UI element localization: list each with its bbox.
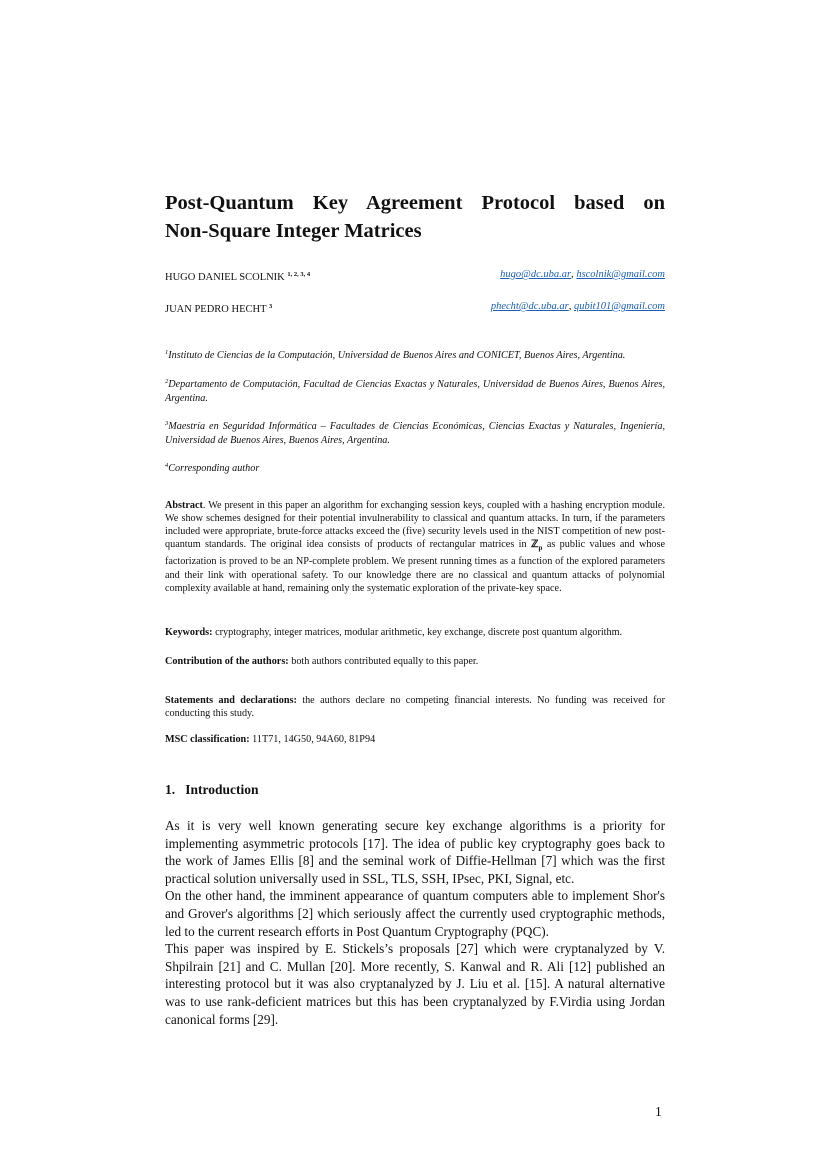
author-name: JUAN PEDRO HECHT $^3$ xyxy=(165,303,273,315)
introduction-body xyxy=(165,817,665,1028)
title-line-2: Non-Square Integer Matrices xyxy=(165,220,422,242)
author-affiliation-sup: 1, 2, 3, 4 xyxy=(287,271,311,278)
author-row-2 xyxy=(165,300,665,317)
paragraph: This paper was inspired by E. Stickels’s proposals [27] which were cryptanalyzed by V. Shpilrain [21] and C. Mullan [20]. More recently, S. Kanwal and R. Ali [12] published an interesting protocol but it was also cryptanalyzed by J. Liu et al. [15]. A natural alternative was to use rank-deficient matrices but this has been cryptanalyzed by F.Virdia using Jordan canonical forms [29]. xyxy=(165,941,665,1027)
math-symbol: ℤ xyxy=(530,539,539,551)
contribution: Contribution of the authors: both authors contributed equally to this paper. xyxy=(165,656,479,667)
paper-title xyxy=(165,189,665,245)
author-name: HUGO DANIEL SCOLNIK $^{1, 2, 3, 4}$ xyxy=(165,271,311,283)
keywords: Keywords: cryptography, integer matrices, modular arithmetic, key exchange, discrete post quantum algorithm. xyxy=(165,627,623,638)
statements-label: Statements and declarations: xyxy=(165,695,297,706)
email-link[interactable]: hscolnik@gmail.com xyxy=(576,269,665,280)
author-emails: hugo@dc.uba.ar, hscolnik@gmail.com xyxy=(500,269,665,280)
affiliation-4: $^4$Corresponding author xyxy=(165,462,260,474)
paragraph: On the other hand, the imminent appearance of quantum computers able to implement Shor's and Grover's algorithms [2] which seriously affect the currently used cryptographic methods, led to the current research efforts in Post Quantum Cryptography (PQC). xyxy=(165,888,665,939)
affiliation-3: $^3$Maestría en Seguridad Informática – Facultades de Ciencias Económicas, Ciencias Exactas y Naturales, Ingeniería, Universidad de Buenos Aires, Buenos Aires, Argentina. xyxy=(165,420,665,446)
email-link[interactable]: qubit101@gmail.com xyxy=(573,301,665,312)
affiliation-1: $^1$Instituto de Ciencias de la Computación, Universidad de Buenos Aires and CONICET, Buenos Aires, Argentina. xyxy=(165,349,626,361)
statements: Statements and declarations: the authors declare no competing financial interests. No funding was received for conducting this study. xyxy=(165,695,665,720)
paragraph: As it is very well known generating secure key exchange algorithms is a priority for implementing asymmetric protocols [17]. The idea of public key cryptography goes back to the work of James Ellis [8] and the seminal work of Diffie-Hellman [7] which was the first practical solution universally used in SSL, TLS, SSH, IPsec, PKI, Signal, etc. xyxy=(165,818,665,886)
email-link[interactable]: phecht@dc.uba.ar xyxy=(490,301,569,312)
math-subscript: p xyxy=(538,544,543,553)
contribution-label: Contribution of the authors: xyxy=(165,656,289,667)
abstract-label: Abstract xyxy=(165,500,203,511)
author-affiliation-sup: 3 xyxy=(268,303,273,310)
msc-label: MSC classification: xyxy=(165,734,250,745)
title-line-1: Post-Quantum Key Agreement Protocol based on xyxy=(165,192,665,214)
author-emails: phecht@dc.uba.ar, qubit101@gmail.com xyxy=(490,301,665,312)
abstract: Abstract. We present in this paper an algorithm for exchanging session keys, coupled with a hashing encryption module. We show schemes designed for their potential invulnerability to classical and quantum attacks. In turn, if the parameters included were appropriate, brute-force attacks exceed the (five) security levels used in the NIST competition of new post-quantum standards. The original idea consists of products of rectangular matrices in ℤ$_p$ as public values and whose factorization is proved to be an NP-complete problem. We present running times as a function of the explored parameters and their link with operational safety. To our knowledge there are no classical and quantum attacks of polynomial complexity available at hand, remaining only the systematic exploration of the private-key space. xyxy=(165,500,665,594)
section-heading: 1. Introduction xyxy=(165,782,259,797)
msc-classification: MSC classification: 11T71, 14G50, 94A60, 81P94 xyxy=(165,734,376,745)
affiliation-2: $^2$Departamento de Computación, Facultad de Ciencias Exactas y Naturales, Universidad de Buenos Aires, Buenos Aires, Argentina. xyxy=(165,378,665,404)
page-number: 1 xyxy=(655,1104,662,1119)
author-row-1 xyxy=(165,268,665,285)
keywords-label: Keywords: xyxy=(165,627,213,638)
email-link[interactable]: hugo@dc.uba.ar xyxy=(500,269,572,280)
